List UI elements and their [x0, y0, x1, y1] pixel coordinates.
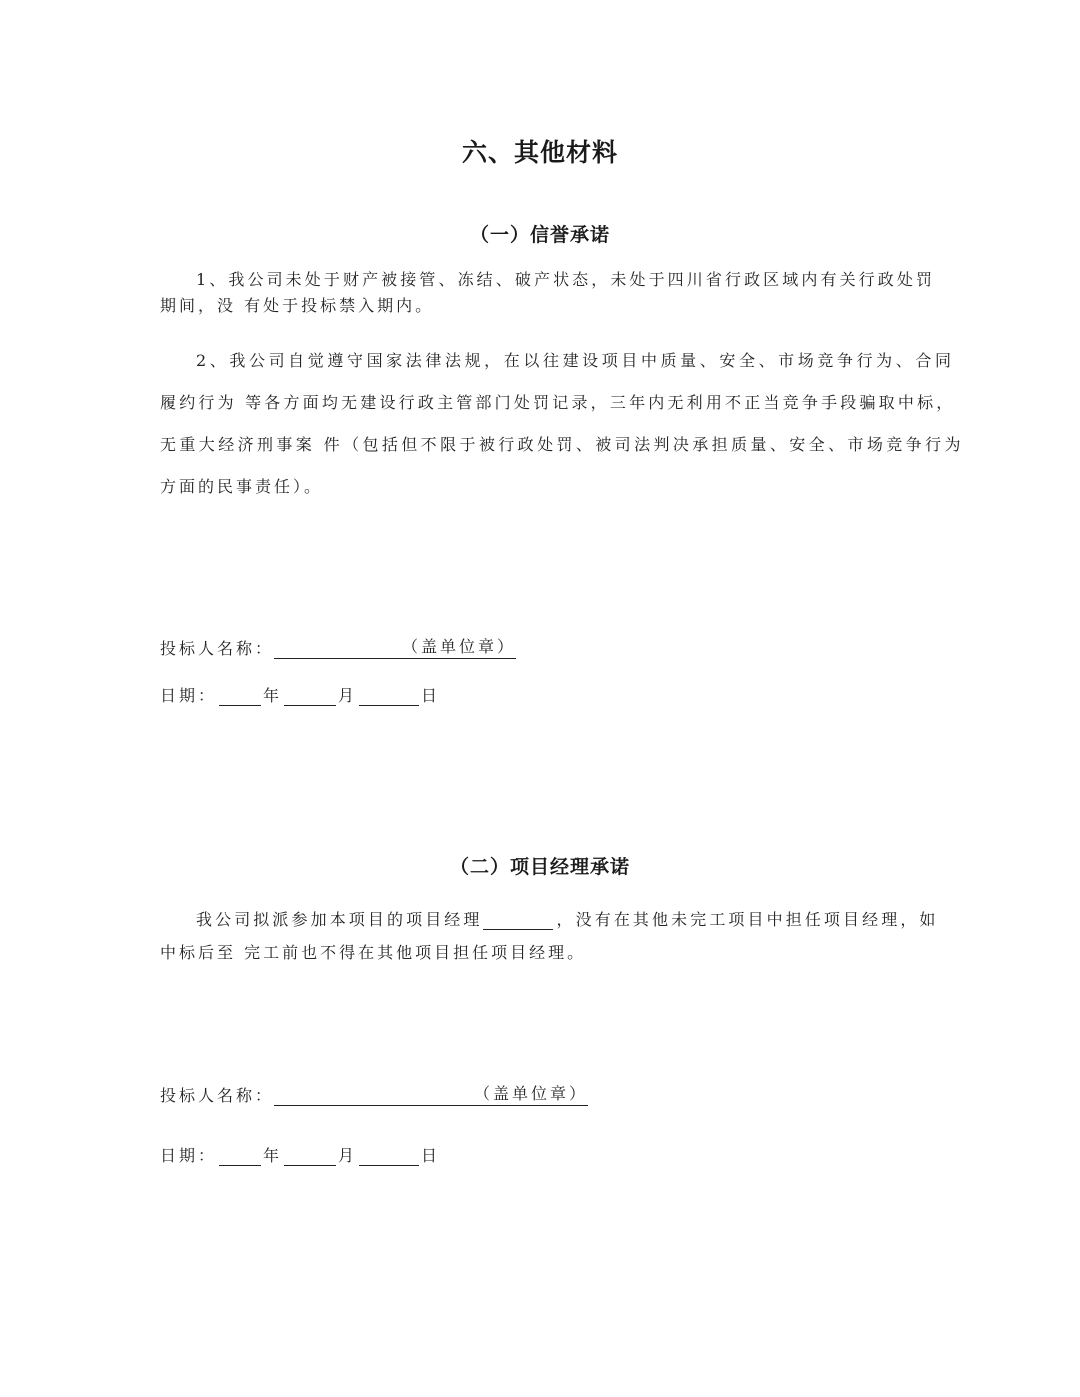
section1-item2-line1: 2、我公司自觉遵守国家法律法规，在以往建设项目中质量、安全、市场竞争行为、合同	[196, 351, 955, 370]
section2-bidder-label: 投标人名称：	[160, 1086, 275, 1105]
section1-item2-line4: 方面的民事责任）。	[160, 477, 324, 496]
section2-seal-label: （盖单位章）	[474, 1084, 589, 1103]
section2-title: （二）项目经理承诺	[449, 856, 630, 878]
section1-seal-label: （盖单位章）	[402, 637, 517, 656]
section1-title: （一）信誉承诺	[469, 224, 610, 246]
section1-item2-line3: 无重大经济刑事案 件（包括但不限于被行政处罚、被司法判决承担质量、安全、市场竞争行为	[160, 435, 964, 454]
section2-month-label: 月	[338, 1146, 358, 1165]
section1-year-label: 年	[263, 686, 283, 705]
section1-year-field[interactable]	[219, 687, 261, 706]
section1-bidder-name-field[interactable]	[274, 634, 516, 659]
section2-day-field[interactable]	[359, 1147, 419, 1166]
section1-month-label: 月	[338, 686, 358, 705]
section2-year-label: 年	[263, 1146, 283, 1165]
section1-bidder-row	[160, 634, 516, 659]
section1-item2-line2: 履约行为 等各方面均无建设行政主管部门处罚记录，三年内无利用不正当竞争手段骗取中标，	[160, 393, 956, 412]
section2-text-line1-part2: ，没有在其他未完工项目中担任项目经理，如	[556, 910, 939, 929]
section2-text-line1	[196, 907, 939, 930]
section1-item1-line1: 1、我公司未处于财产被接管、冻结、破产状态，未处于四川省行政区域内有关行政处罚	[196, 270, 936, 289]
section1-month-field[interactable]	[284, 687, 336, 706]
section2-date-row	[160, 1143, 440, 1166]
section1-bidder-label: 投标人名称：	[160, 639, 275, 658]
section2-day-label: 日	[421, 1146, 441, 1165]
project-manager-name-field[interactable]	[483, 911, 553, 930]
section1-date-row	[160, 683, 440, 706]
section2-bidder-row	[160, 1081, 588, 1106]
section2-text-line1-part1: 我公司拟派参加本项目的项目经理	[196, 910, 483, 929]
section2-year-field[interactable]	[219, 1147, 261, 1166]
section2-date-label: 日期：	[160, 1146, 218, 1165]
section1-item1-line2: 期间，没 有处于投标禁入期内。	[160, 296, 435, 315]
section1-day-field[interactable]	[359, 687, 419, 706]
section1-day-label: 日	[421, 686, 441, 705]
section2-bidder-name-field[interactable]	[274, 1081, 588, 1106]
section1-date-label: 日期：	[160, 686, 218, 705]
section2-text-line2: 中标后至 完工前也不得在其他项目担任项目经理。	[160, 943, 587, 962]
section2-month-field[interactable]	[284, 1147, 336, 1166]
main-title: 六、其他材料	[461, 138, 618, 167]
